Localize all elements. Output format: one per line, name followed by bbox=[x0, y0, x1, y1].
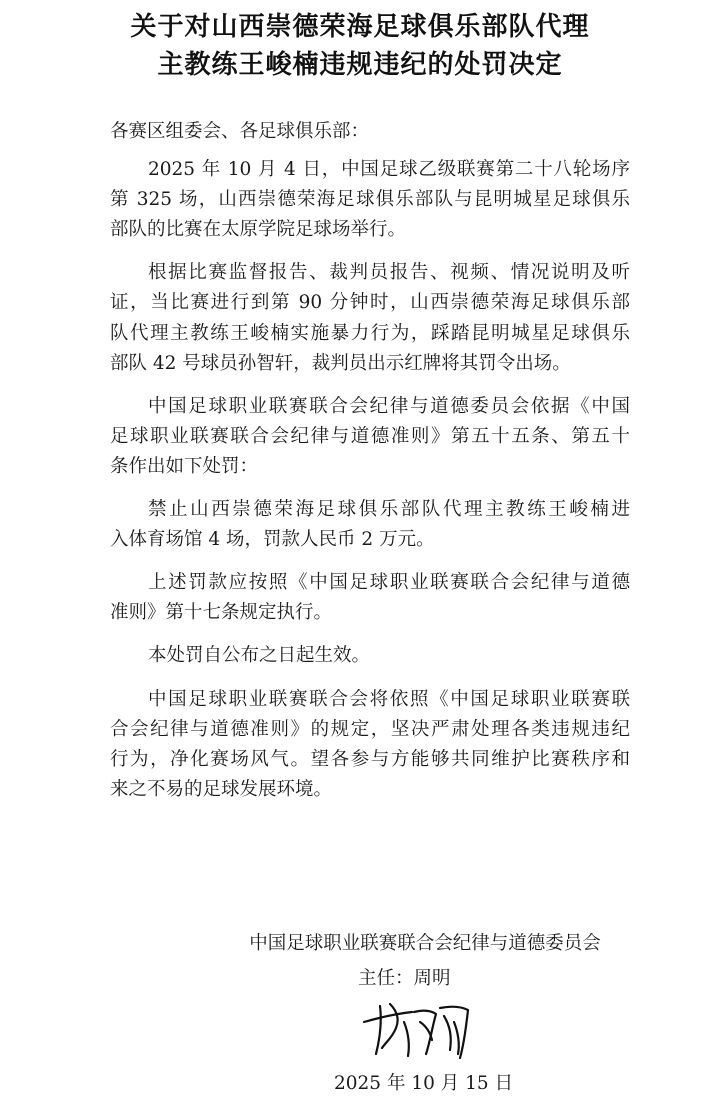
body-line: 部队 42 号球员孙智轩，裁判员出示红牌将其罚令出场。 bbox=[110, 353, 571, 374]
document-title-line-1: 关于对山西崇德荣海足球俱乐部队代理 bbox=[130, 12, 590, 42]
handwritten-signature bbox=[360, 992, 480, 1064]
document-title-line-2: 主教练王峻楠违规违纪的处罚决定 bbox=[157, 50, 563, 80]
body-line: 入体育场馆 4 场，罚款人民币 2 万元。 bbox=[110, 529, 435, 550]
director-name: 主任：周明 bbox=[358, 968, 451, 989]
body-line: 本处罚自公布之日起生效。 bbox=[148, 645, 371, 666]
body-line: 来之不易的足球发展环境。 bbox=[110, 779, 333, 800]
body-line: 第 325 场，山西崇德荣海足球俱乐部队与昆明城星足球俱乐 bbox=[110, 189, 630, 210]
body-line: 部队的比赛在太原学院足球场举行。 bbox=[110, 219, 407, 240]
body-line: 合会纪律与道德准则》的规定，坚决严肃处理各类违规违纪 bbox=[110, 719, 630, 740]
body-line: 队代理主教练王峻楠实施暴力行为，踩踏昆明城星足球俱乐 bbox=[110, 323, 630, 344]
body-line: 2025 年 10 月 4 日，中国足球乙级联赛第二十八轮场序 bbox=[148, 159, 630, 180]
body-line: 条作出如下处罚： bbox=[110, 456, 259, 477]
body-line: 足球职业联赛联合会纪律与道德准则》第五十五条、第五十 bbox=[110, 426, 630, 447]
body-line: 根据比赛监督报告、裁判员报告、视频、情况说明及听 bbox=[148, 262, 630, 283]
document-date: 2025 年 10 月 15 日 bbox=[334, 1073, 514, 1094]
issuing-organization: 中国足球职业联赛联合会纪律与道德委员会 bbox=[249, 933, 601, 954]
body-line: 禁止山西崇德荣海足球俱乐部队代理主教练王峻楠进 bbox=[148, 499, 630, 520]
body-line: 行为，净化赛场风气。望各参与方能够共同维护比赛秩序和 bbox=[110, 749, 630, 770]
salutation: 各赛区组委会、各足球俱乐部： bbox=[110, 121, 370, 142]
body-line: 准则》第十七条规定执行。 bbox=[110, 602, 333, 623]
body-line: 上述罚款应按照《中国足球职业联赛联合会纪律与道德 bbox=[148, 572, 630, 593]
body-line: 中国足球职业联赛联合会将依照《中国足球职业联赛联 bbox=[148, 689, 630, 710]
body-line: 证，当比赛进行到第 90 分钟时，山西崇德荣海足球俱乐部 bbox=[110, 292, 630, 313]
body-line: 中国足球职业联赛联合会纪律与道德委员会依据《中国 bbox=[148, 396, 630, 417]
